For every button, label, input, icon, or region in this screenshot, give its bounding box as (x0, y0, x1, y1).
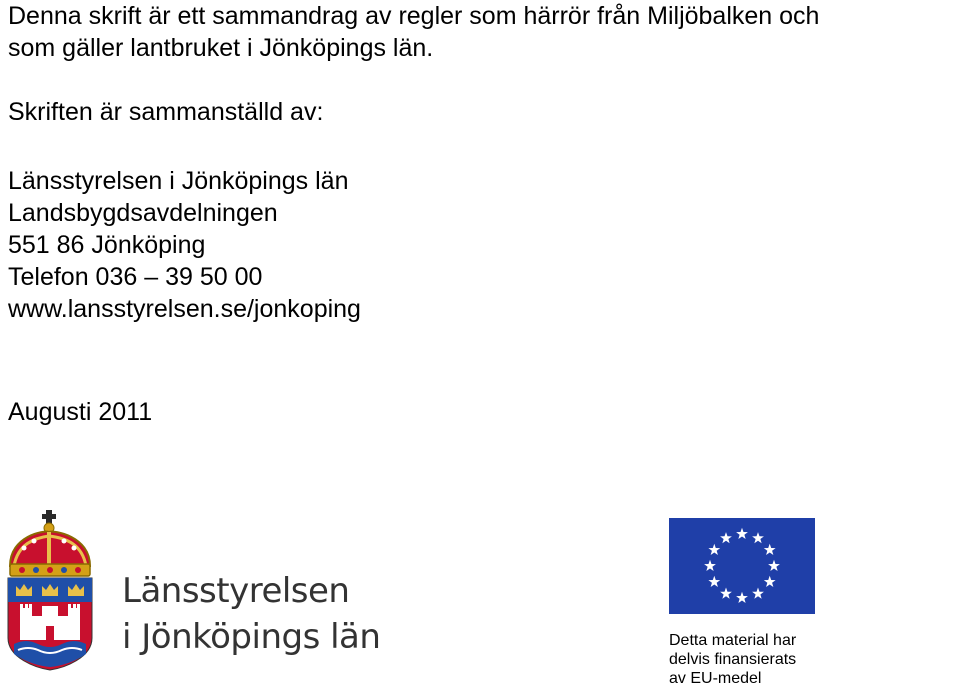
agency-logo-text (122, 568, 380, 660)
intro-paragraph (8, 0, 958, 64)
eu-flag-icon (669, 518, 815, 614)
intro-line-1: Denna skrift är ett sammandrag av regler som härrör från Miljöbalken och (8, 2, 820, 30)
shield-icon (8, 578, 92, 670)
eu-note-line-2: delvis finansierats (669, 651, 797, 668)
logo-line-2: i Jönköpings län (122, 617, 381, 657)
organization-name: Länsstyrelsen i Jönköpings län (8, 167, 349, 195)
coat-of-arms-icon (4, 508, 96, 672)
postal-address: 551 86 Jönköping (8, 231, 206, 259)
address-block (8, 165, 361, 325)
eu-note-line-3: av EU-medel (669, 670, 762, 687)
eu-note-line-1: Detta material har (669, 632, 797, 649)
phone-number: Telefon 036 – 39 50 00 (8, 263, 263, 291)
eu-funding-note (669, 631, 796, 688)
department-name: Landsbygdsavdelningen (8, 199, 278, 227)
logo-line-1: Länsstyrelsen (122, 571, 350, 611)
crown-icon (10, 510, 90, 576)
compiled-by-heading: Skriften är sammanställd av: (8, 98, 324, 126)
intro-line-2: som gäller lantbruket i Jönköpings län. (8, 34, 434, 62)
publication-date: Augusti 2011 (8, 398, 153, 426)
website-link: www.lansstyrelsen.se/jonkoping (8, 295, 361, 323)
